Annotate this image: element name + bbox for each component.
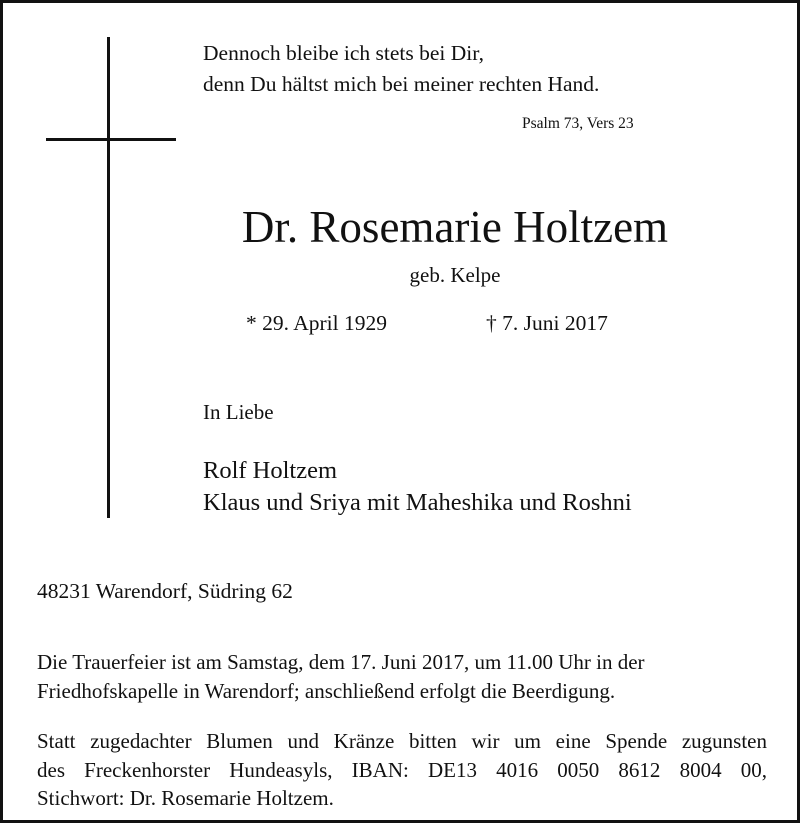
psalm-line: Dennoch bleibe ich stets bei Dir, — [203, 41, 484, 65]
donation-line: Stichwort: Dr. Rosemarie Holtzem. — [37, 786, 334, 810]
service-line: Friedhofskapelle in Warendorf; anschließend erfolgt die Beerdigung. — [37, 678, 616, 703]
mourners-list — [203, 455, 763, 519]
mourner-name: Klaus und Sriya mit Maheshika und Roshni — [203, 489, 632, 516]
deceased-name: Dr. Rosemarie Holtzem — [241, 202, 669, 252]
donation-line: des Freckenhorster Hundeasyls, IBAN: DE13 4016 0050 8612 8004 00, — [37, 757, 767, 782]
psalm-reference: Psalm 73, Vers 23 — [522, 115, 634, 132]
service-info — [37, 648, 767, 705]
psalm-quote — [203, 38, 703, 100]
death-date: † 7. Juni 2017 — [486, 311, 608, 335]
cross-horizontal-bar — [46, 138, 176, 141]
service-line: Die Trauerfeier ist am Samstag, dem 17. Juni 2017, um 11.00 Uhr in der — [37, 650, 645, 674]
maiden-name: geb. Kelpe — [409, 263, 501, 287]
donation-info — [37, 727, 767, 813]
psalm-line: denn Du hältst mich bei meiner rechten Hand. — [203, 72, 600, 96]
mourners-intro: In Liebe — [203, 400, 274, 424]
mourner-name: Rolf Holtzem — [203, 457, 338, 484]
birth-date: * 29. April 1929 — [246, 311, 387, 335]
family-address: 48231 Warendorf, Südring 62 — [37, 579, 293, 603]
donation-line: Statt zugedachter Blumen und Kränze bitten wir um eine Spende zugunsten — [37, 729, 767, 753]
